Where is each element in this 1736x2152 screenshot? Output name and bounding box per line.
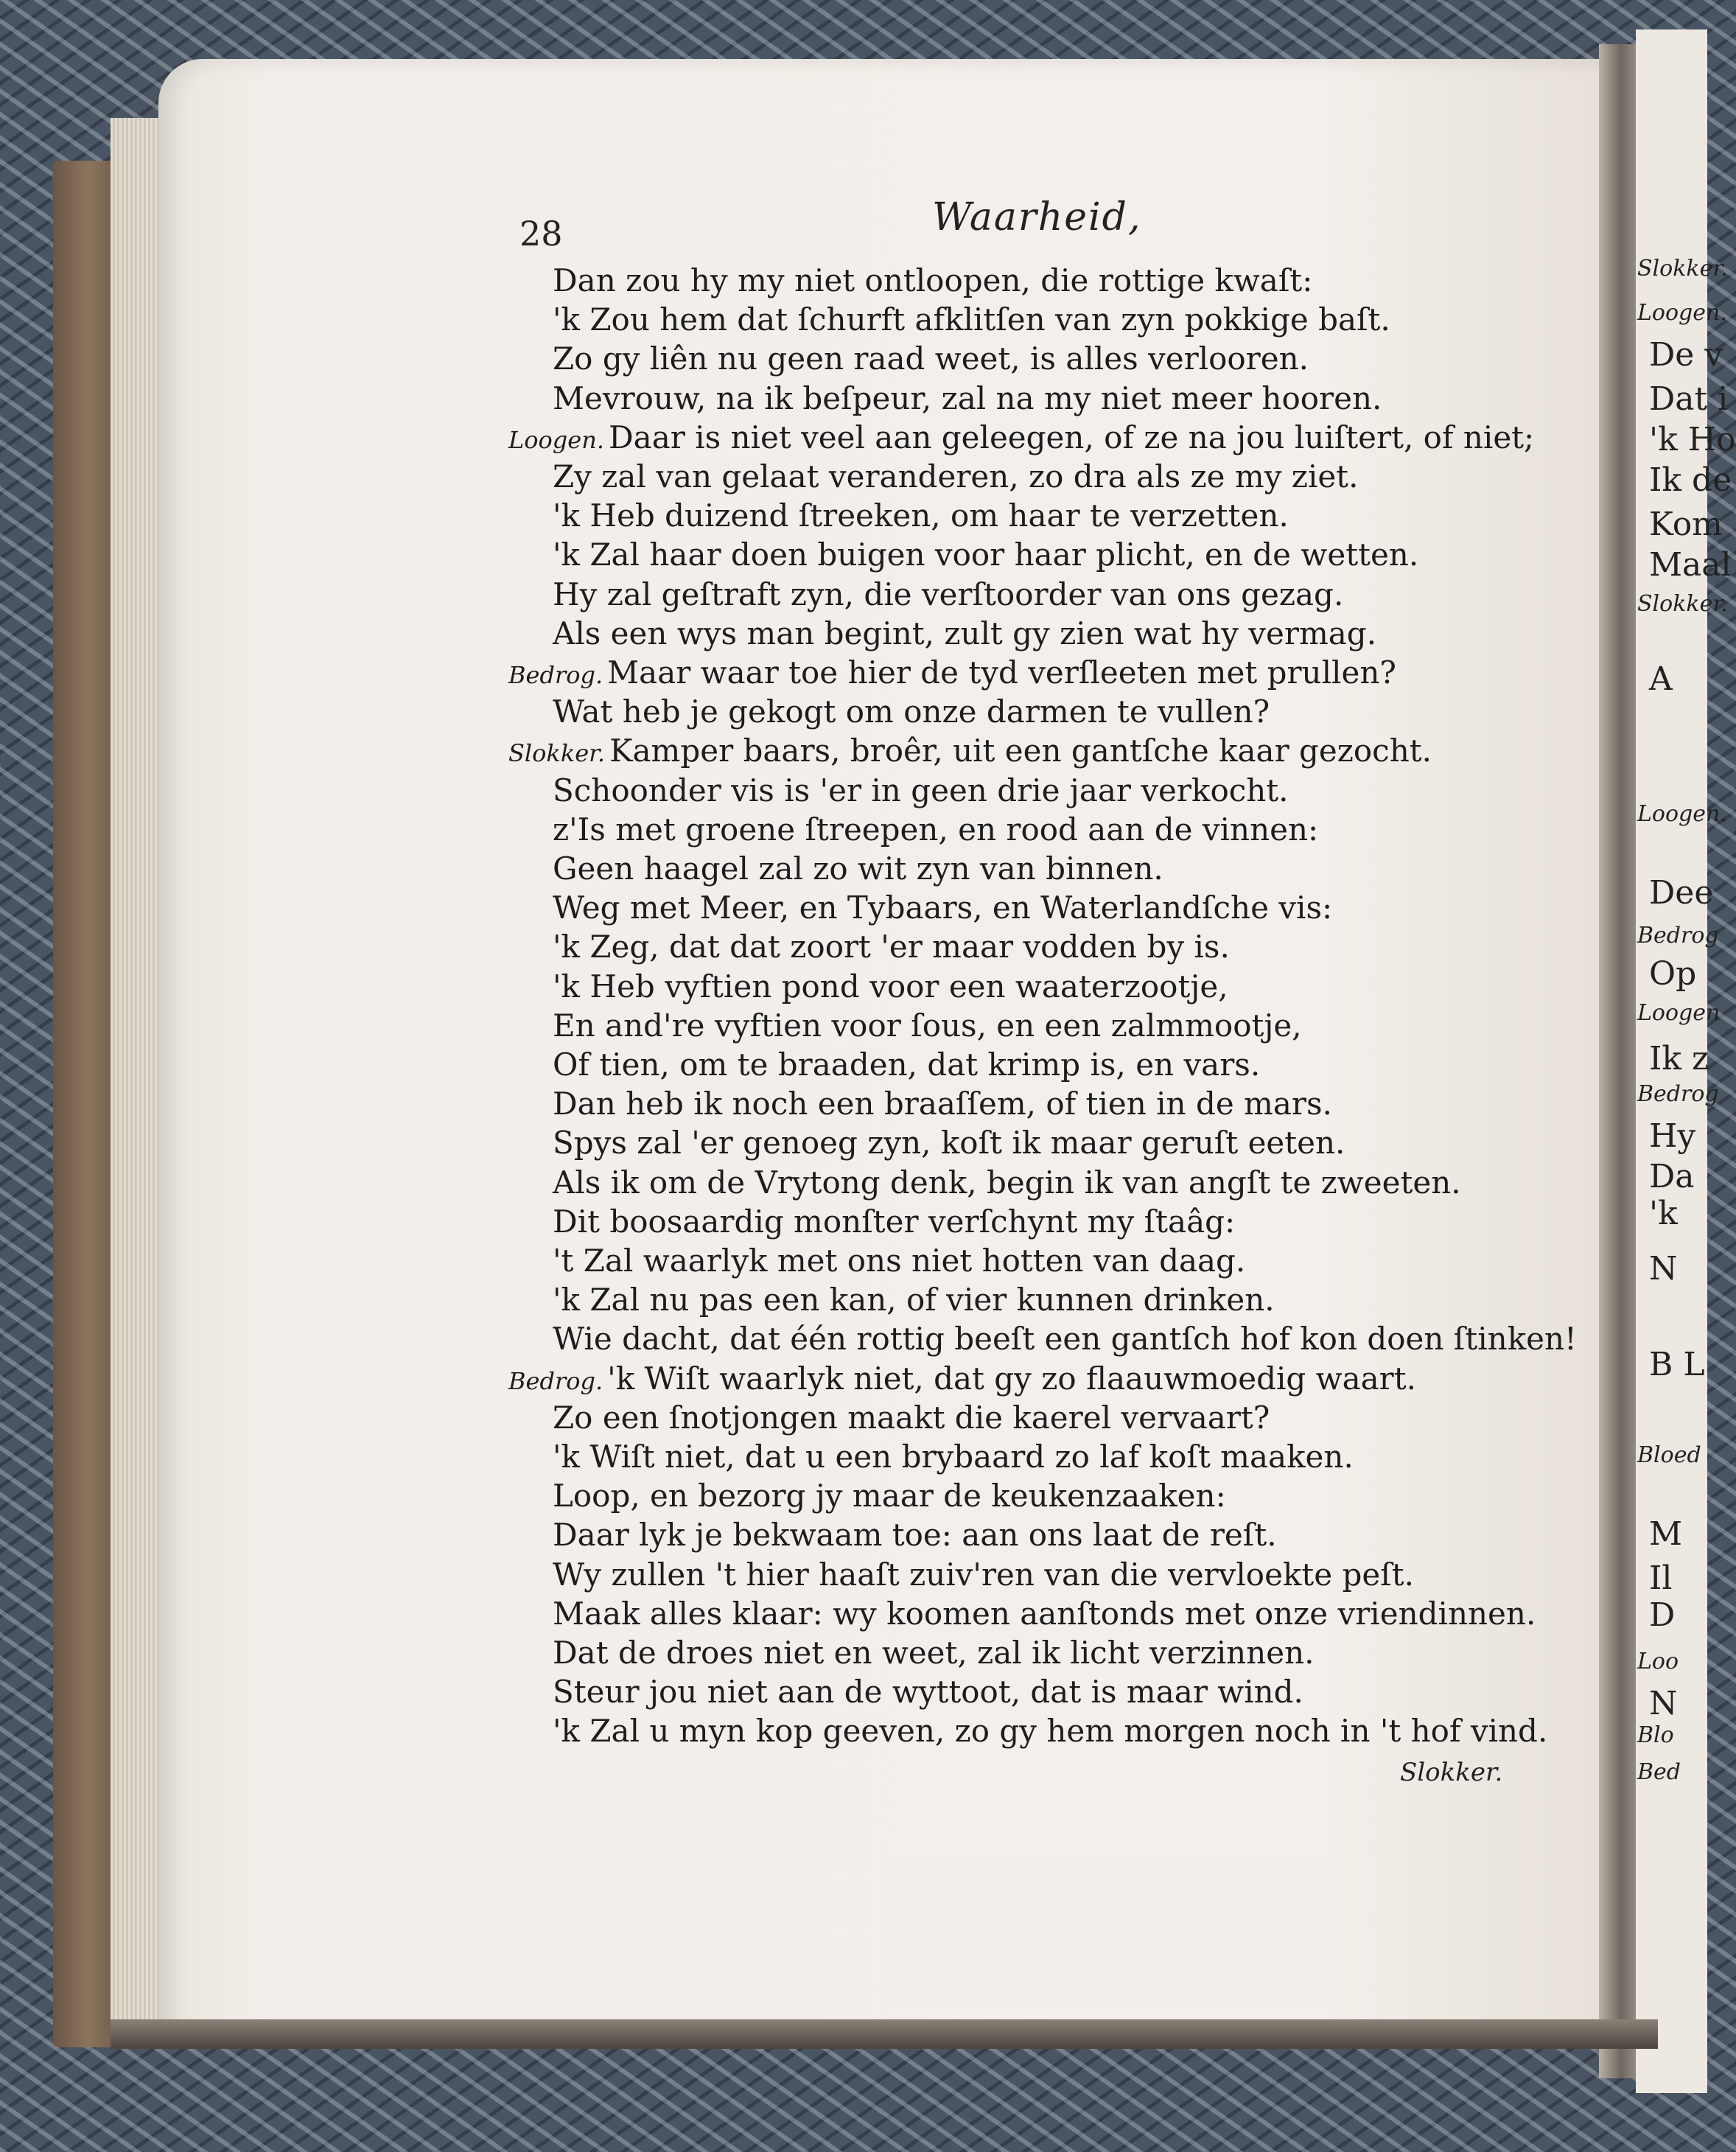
line-text: Kamper baars, broêr, uit een gantſche kaar gezocht. xyxy=(609,733,1432,769)
line-text: Loop, en bezorg jy maar de keukenzaaken: xyxy=(553,1478,1226,1515)
facing-page-fragment: Bedrog xyxy=(1637,923,1719,949)
verse-line xyxy=(553,1086,1332,1122)
running-title: Waarheid, xyxy=(932,195,1142,240)
book-bottom-edge xyxy=(111,2019,1658,2049)
verse-line xyxy=(553,458,1359,495)
line-text: Wie dacht, dat één rottig beeſt een gantſch hof kon doen ſtinken! xyxy=(553,1321,1577,1358)
verse-line xyxy=(553,850,1163,887)
verse-line xyxy=(553,1517,1277,1554)
line-text: Of tien, om te braaden, dat krimp is, en vars. xyxy=(553,1047,1261,1083)
facing-page-fragment: Loogen. xyxy=(1637,801,1727,827)
verse-line xyxy=(553,968,1228,1005)
line-text: Mevrouw, na ik beſpeur, zal na my niet meer hooren. xyxy=(553,380,1382,416)
facing-page-fragment: M xyxy=(1649,1515,1683,1553)
verse-line xyxy=(553,772,1289,808)
facing-page-fragment: Loogen xyxy=(1637,1000,1721,1026)
line-text: 'k Heb duizend ſtreeken, om haar te verzetten. xyxy=(553,497,1289,534)
facing-page-fragment: Kom xyxy=(1649,506,1723,543)
line-text: Zo gy liên nu geen raad weet, is alles verlooren. xyxy=(553,340,1309,377)
verse-line xyxy=(553,1125,1345,1161)
speaker-label: Loogen. xyxy=(508,425,604,454)
facing-page xyxy=(1636,29,1736,2093)
line-text: Wat heb je gekogt om onze darmen te vullen? xyxy=(553,694,1270,730)
verse-line xyxy=(553,340,1309,377)
verse-line xyxy=(553,1556,1414,1593)
line-text: Schoonder vis is 'er in geen drie jaar verkocht. xyxy=(553,772,1289,808)
line-text: 'k Zal nu pas een kan, of vier kunnen drinken. xyxy=(553,1282,1275,1318)
line-text: Hy zal geſtraft zyn, die verſtoorder van ons gezag. xyxy=(553,576,1344,612)
facing-page-fragment: Il xyxy=(1649,1559,1673,1597)
verse-line xyxy=(553,301,1390,338)
verse-line xyxy=(553,929,1230,965)
line-text: z'Is met groene ſtreepen, en rood aan de vinnen: xyxy=(553,811,1319,848)
facing-page-fragment: Hy xyxy=(1649,1117,1696,1155)
line-text: Dan heb ik noch een braaſſem, of tien in de mars. xyxy=(553,1086,1332,1122)
facing-page-fragment: Slokker. xyxy=(1637,256,1728,282)
verse-line xyxy=(553,380,1382,416)
verse-line xyxy=(553,1635,1315,1671)
line-text: Als ik om de Vrytong denk, begin ik van angſt te zweeten. xyxy=(553,1164,1461,1201)
facing-page-fragment: Bedrog xyxy=(1637,1081,1719,1107)
line-text: 'k Zou hem dat ſchurft afklitſen van zyn pokkige baſt. xyxy=(553,301,1390,338)
facing-page-fragment: De v xyxy=(1649,336,1723,374)
facing-page-fragment: Maal xyxy=(1649,546,1732,584)
verse-line xyxy=(553,1478,1226,1515)
verse-line xyxy=(553,537,1419,573)
verse-line xyxy=(508,654,1396,691)
line-text: Zy zal van gelaat veranderen, zo dra als ze my ziet. xyxy=(553,458,1359,495)
facing-page-fragment: Ik z xyxy=(1649,1040,1709,1077)
verse-line xyxy=(508,1360,1416,1397)
verse-line xyxy=(553,615,1377,651)
facing-page-fragment: Loo xyxy=(1637,1649,1679,1674)
verse-line xyxy=(553,1164,1461,1201)
line-text: En and're vyftien voor ſous, en een zalmmootje, xyxy=(553,1007,1302,1044)
facing-page-fragment: Bloed xyxy=(1637,1442,1701,1468)
line-text: 'k Zal haar doen buigen voor haar plicht, en de wetten. xyxy=(553,537,1419,573)
facing-page-fragment: Da xyxy=(1649,1158,1695,1195)
line-text: 'k Wiſt waarlyk niet, dat gy zo flaauwmoedig waart. xyxy=(607,1360,1416,1397)
line-text: Wy zullen 't hier haaſt zuiv'ren van die vervloekte peſt. xyxy=(553,1556,1414,1593)
page-number: 28 xyxy=(519,214,563,254)
verse-line xyxy=(553,811,1319,848)
facing-page-fragment: Op xyxy=(1649,955,1697,993)
verse-line xyxy=(553,1439,1354,1475)
line-text: 'k Zeg, dat dat zoort 'er maar vodden by is. xyxy=(553,929,1230,965)
line-text: Als een wys man begint, zult gy zien wat hy vermag. xyxy=(553,615,1377,651)
verse-line xyxy=(553,694,1270,730)
line-text: 'k Heb vyftien pond voor een waaterzootje, xyxy=(553,968,1228,1005)
verse-line xyxy=(553,1047,1261,1083)
line-text: 'k Zal u myn kop geeven, zo gy hem morgen noch in 't hof vind. xyxy=(553,1713,1548,1750)
verse-line xyxy=(553,1203,1236,1240)
verse-line xyxy=(553,1399,1270,1436)
facing-page-fragment: Loogen. xyxy=(1637,300,1727,326)
line-text: 't Zal waarlyk met ons niet hotten van daag. xyxy=(553,1243,1246,1279)
line-text: Weg met Meer, en Tybaars, en Waterlandſche vis: xyxy=(553,890,1333,926)
line-text: Spys zal 'er genoeg zyn, koſt ik maar geruſt eeten. xyxy=(553,1125,1345,1161)
facing-page-fragment: A xyxy=(1649,660,1673,698)
line-text: Dat de droes niet en weet, zal ik licht verzinnen. xyxy=(553,1635,1315,1671)
speaker-label: Bedrog. xyxy=(508,1366,603,1395)
line-text: Dit boosaardig monſter verſchynt my ſtaâg: xyxy=(553,1203,1236,1240)
facing-page-fragment: Slokker. xyxy=(1637,591,1728,617)
verse-line xyxy=(508,733,1432,769)
verse-line xyxy=(553,1243,1246,1279)
verse-line xyxy=(553,1321,1577,1358)
line-text: Dan zou hy my niet ontloopen, die rottige kwaſt: xyxy=(553,262,1313,298)
speaker-label: Slokker. xyxy=(508,739,606,768)
verse-line xyxy=(553,1007,1302,1044)
facing-page-fragment: D xyxy=(1649,1596,1676,1634)
line-text: 'k Wiſt niet, dat u een brybaard zo laf koſt maaken. xyxy=(553,1439,1354,1475)
facing-page-fragment: N xyxy=(1649,1250,1678,1288)
verse-line xyxy=(553,497,1289,534)
facing-page-fragment: N xyxy=(1649,1685,1678,1722)
facing-page-fragment: Dee xyxy=(1649,874,1714,912)
verse-line xyxy=(553,1595,1536,1632)
facing-page-fragment: Blo xyxy=(1637,1722,1674,1748)
line-text: Geen haagel zal zo wit zyn van binnen. xyxy=(553,850,1163,887)
line-text: Steur jou niet aan de wyttoot, dat is maar wind. xyxy=(553,1674,1303,1711)
catchword: Slokker. xyxy=(1400,1758,1503,1787)
verse-line xyxy=(553,1713,1548,1750)
facing-page-fragment: 'k Ho xyxy=(1649,421,1736,458)
verse-line xyxy=(553,1282,1275,1318)
line-text: Zo een ſnotjongen maakt die kaerel vervaart? xyxy=(553,1399,1270,1436)
facing-page-fragment: Dat i xyxy=(1649,380,1729,418)
line-text: Maar waar toe hier de tyd verſleeten met prullen? xyxy=(607,654,1396,691)
facing-page-fragment: Ik de xyxy=(1649,461,1732,499)
paper-patch xyxy=(881,1857,1326,2005)
line-text: Daar lyk je bekwaam toe: aan ons laat de reſt. xyxy=(553,1517,1277,1554)
line-text: Daar is niet veel aan geleegen, of ze na jou luiſtert, of niet; xyxy=(608,419,1535,455)
line-text: Maak alles klaar: wy koomen aanſtonds met onze vriendinnen. xyxy=(553,1595,1536,1632)
facing-page-fragment: B L xyxy=(1649,1346,1705,1383)
facing-page-fragment: Bed xyxy=(1637,1759,1681,1785)
verse-line xyxy=(553,1674,1303,1711)
verse-line xyxy=(553,890,1333,926)
verse-line xyxy=(508,419,1535,455)
verse-line xyxy=(553,576,1344,612)
facing-page-fragment: 'k xyxy=(1649,1195,1678,1232)
verse-line xyxy=(553,262,1313,298)
speaker-label: Bedrog. xyxy=(508,661,603,689)
